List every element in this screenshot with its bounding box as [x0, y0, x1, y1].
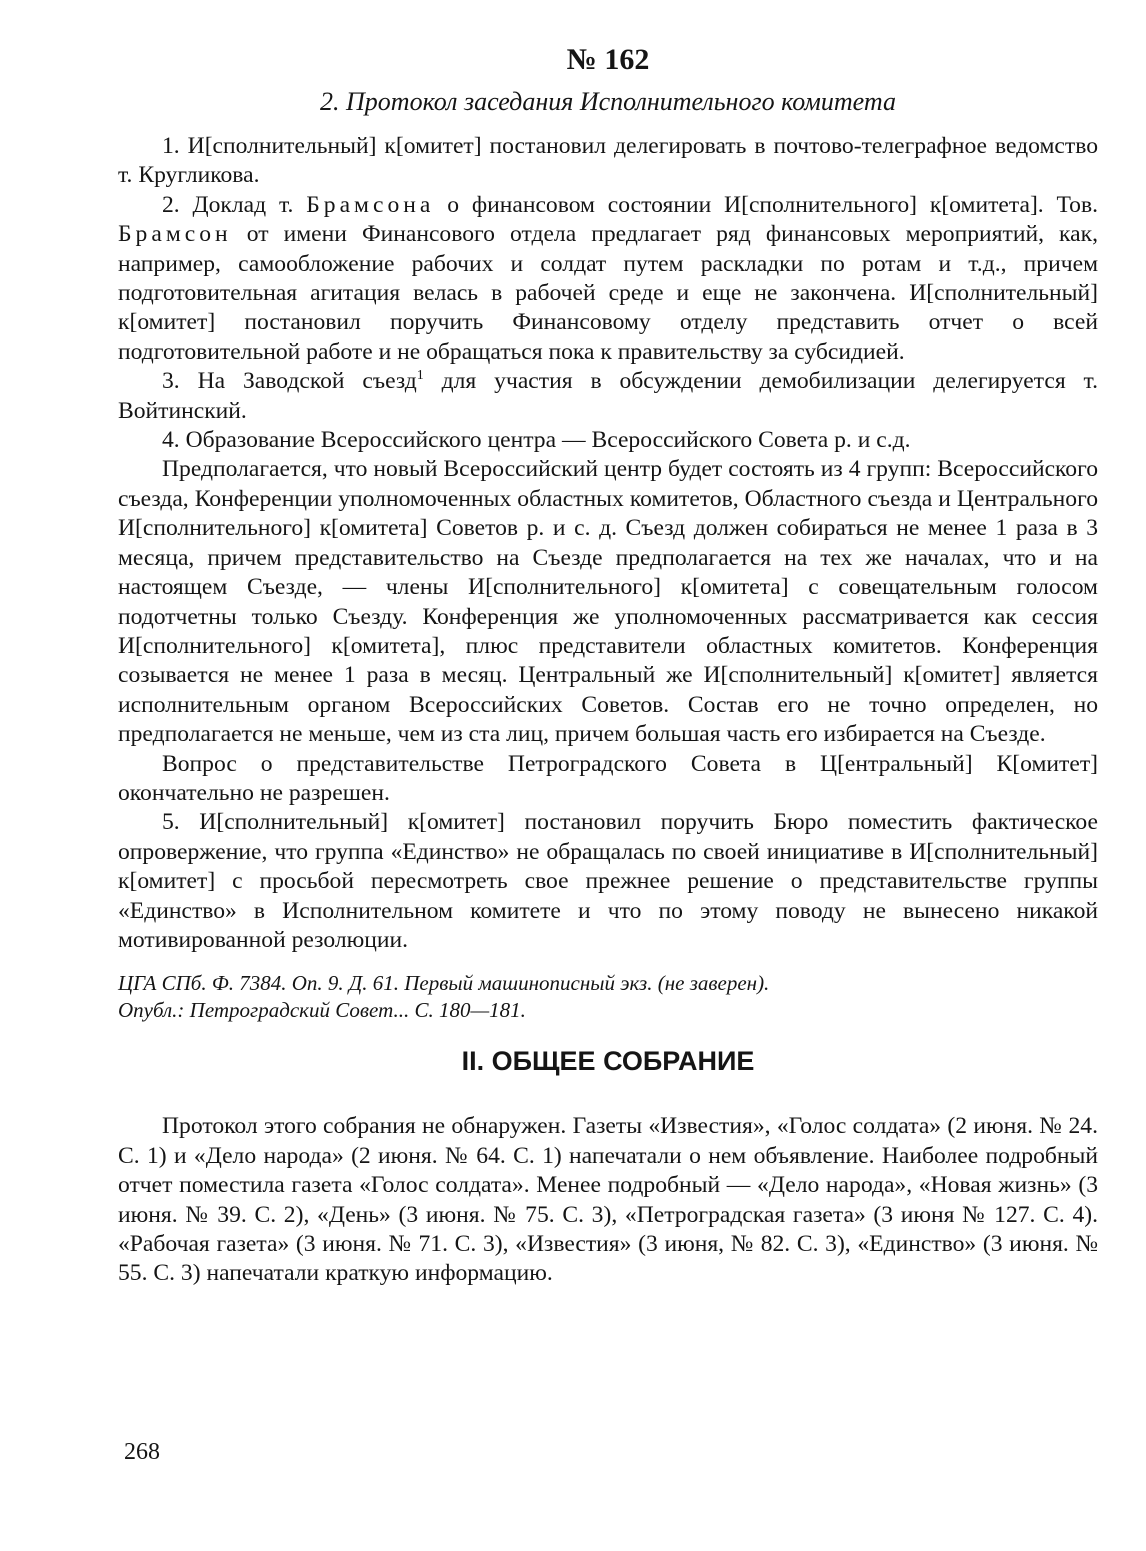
- item-2-text-b: о финансовом состоянии И[сполнительного] к[омитета]. Тов.: [434, 191, 1098, 218]
- item-2-name-1: Брамсона: [306, 191, 435, 218]
- item-4: 4. Образование Всероссийского центра — Всероссийского Совета р. и с.д.: [162, 427, 911, 454]
- item-2-name-2: Брамсон: [118, 221, 232, 248]
- archive-source: [118, 970, 1098, 1024]
- page-number: 268: [124, 1439, 160, 1465]
- section-text: Протокол этого собрания не обнаружен. Газеты «Известия», «Голос солдата» (2 июня. № 24. С. 1) и «Дело народа» (2 июня. № 64. С. 1) напечатали о нем объявление. Наиболее подробный отчет поместила газета «Голос солдата». Менее подробный — «Дело народа», «Новая жизнь» (3 июня. № 39. С. 2), «День» (3 июня. № 75. С. 3), «Петроградская газета» (3 июня № 127. С. 4). «Рабочая газета» (3 июня. № 71. С. 3), «Известия» (3 июня, № 82. С. 3), «Единство» (3 июня. № 55. С. 3) напечатали краткую информацию.: [118, 1113, 1098, 1287]
- item-3: [118, 367, 1098, 426]
- item-3-text-a: 3. На Заводской съезд: [162, 368, 417, 395]
- document-page: [118, 40, 1098, 1289]
- item-5: 5. И[сполнительный] к[омитет] постановил поручить Бюро поместить фактическое опровержение, что группа «Единство» не обращалась по своей инициативе в И[сполнительный] к[омитет] с просьбой пересмотреть свое прежнее решение о представительстве группы «Единство» в Исполнительном комитете и что по этому поводу не вынесено никакой мотивированной резолюции.: [118, 809, 1098, 953]
- item-4-continuation: Предполагается, что новый Всероссийский центр будет состоять из 4 групп: Всероссийского съезда, Конференции уполномоченных областных комитетов, Областного съезда и Центрального И[сполнительного] к[омитета] Советов р. и с. д. Съезд должен собираться не менее 1 раза в 3 месяца, причем представительство на Съезде предполагается на тех же началах, что и на настоящем Съезде, — члены И[сполнительного] к[омитета] с совещательным голосом подотчетны только Съезду. Конференция же уполномоченных рассматривается как сессия И[сполнительного] к[омитета], плюс представители областных комитетов. Конференция созывается не менее 1 раза в месяц. Центральный же И[сполнительный] к[омитет] является исполнительным органом Всероссийских Советов. Состав его не точно определен, но предполагается не меньше, чем из ста лиц, причем большая часть его избирается на Съезде.: [118, 456, 1098, 748]
- source-line-1: ЦГА СПб. Ф. 7384. Оп. 9. Д. 61. Первый машинописный экз. (не заверен).: [118, 971, 770, 996]
- item-1: 1. И[сполнительный] к[омитет] постановил делегировать в почтово-телеграфное ведомство т. Кругликова.: [118, 133, 1098, 189]
- document-title: 2. Протокол заседания Исполнительного комитета: [320, 87, 896, 116]
- footnote-marker: 1: [416, 368, 424, 384]
- item-4-question: Вопрос о представительстве Петроградского Совета в Ц[ентральный] К[омитет] окончательно не разрешен.: [118, 750, 1098, 806]
- source-line-2: Опубл.: Петроградский Совет... С. 180—181.: [118, 998, 526, 1023]
- section-title: II. ОБЩЕЕ СОБРАНИЕ: [461, 1046, 755, 1077]
- item-2-text-c: от имени Финансового отдела предлагает ряд финансовых мероприятий, как, например, самообложение рабочих и солдат путем раскладки по ротам и т.д., причем подготовительная агитация велась в рабочей среде и еще не закончена. И[сполнительный] к[омитет] постановил поручить Финансовому отделу представить отчет о всей подготовительной работе и не обращаться пока к правительству за субсидией.: [118, 221, 1098, 365]
- item-2-text-a: 2. Доклад т.: [162, 191, 307, 218]
- item-3-text-b: для участия в обсуждении демобилизации делегируется т. Войтинский.: [118, 368, 1098, 424]
- item-2: [118, 191, 1098, 367]
- document-number: № 162: [566, 43, 650, 76]
